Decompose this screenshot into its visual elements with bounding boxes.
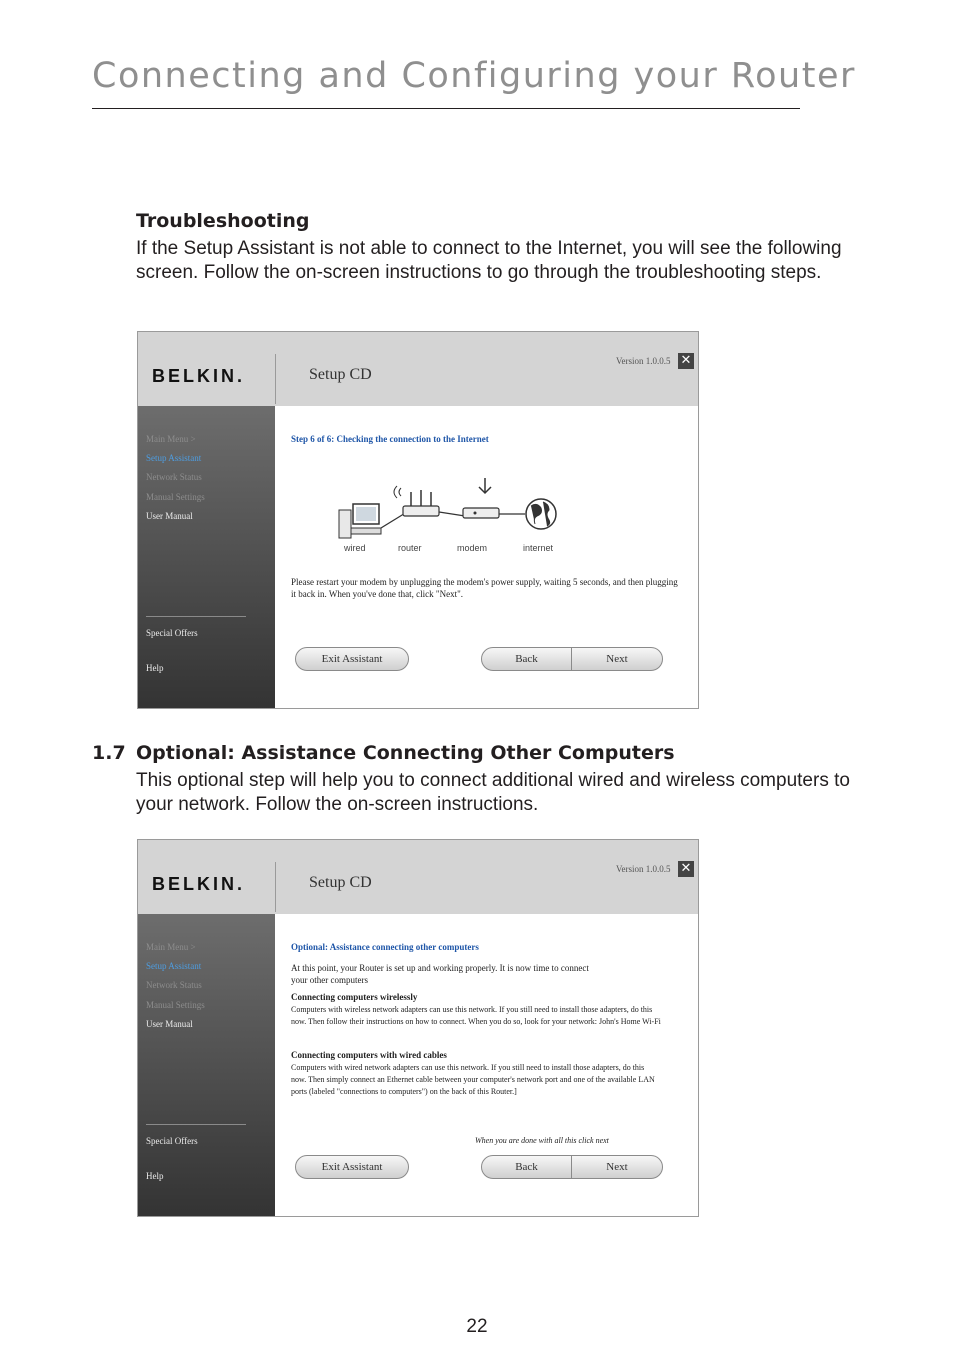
optional-body: This optional step will help you to connect additional wired and wireless computers to your network. Follow the on-screen instructions. [136, 770, 850, 815]
step-title: Step 6 of 6: Checking the connection to the Internet [291, 434, 489, 444]
step-title: Optional: Assistance connecting other computers [291, 942, 479, 952]
content-pane [275, 914, 698, 1217]
app-header [138, 332, 698, 406]
content-pane [275, 406, 698, 709]
app-title: Setup CD [309, 874, 372, 891]
globe-icon [526, 499, 556, 529]
computer-icon [339, 504, 381, 538]
modem-icon [463, 478, 499, 518]
version-label: Version 1.0.0.5 [616, 356, 671, 366]
nav-user-manual[interactable]: User Manual [146, 511, 193, 521]
sidebar [138, 406, 275, 709]
next-button[interactable]: Next [606, 653, 628, 665]
sidebar [138, 914, 275, 1217]
nav-manual-settings[interactable]: Manual Settings [146, 1000, 205, 1010]
nav-setup-assistant[interactable]: Setup Assistant [146, 961, 202, 971]
close-icon[interactable]: ✕ [678, 353, 694, 369]
router-icon [394, 486, 439, 516]
title-rule [92, 108, 800, 109]
nav-manual-settings[interactable]: Manual Settings [146, 492, 205, 502]
nav-help[interactable]: Help [146, 663, 164, 673]
sidebar-divider [146, 1124, 246, 1125]
sidebar-divider [146, 616, 246, 617]
nav-main-menu[interactable]: Main Menu > [146, 942, 196, 952]
nav-user-manual[interactable]: User Manual [146, 1019, 193, 1029]
label-router: router [398, 543, 422, 553]
header-divider [275, 354, 276, 404]
page-title: Connecting and Configuring your Router [92, 56, 856, 96]
optional-heading: Optional: Assistance Connecting Other Computers [136, 742, 675, 764]
restart-instructions: Please restart your modem by unplugging the modem's power supply, waiting 5 seconds, and then plugging it back in. When you've done that, click "Next". [291, 577, 678, 599]
wired-body: Computers with wired network adapters can use this network. If you still need to install those adapters, do this now. Then simply connect an Ethernet cable between your computer's network port and one of the available LAN ports (labeled "connections to computers") on the back of this Router.] [291, 1063, 655, 1096]
nav-special-offers[interactable]: Special Offers [146, 628, 198, 638]
belkin-logo: BELKIN. [152, 874, 245, 894]
label-internet: internet [523, 543, 554, 553]
close-icon[interactable]: ✕ [678, 861, 694, 877]
version-label: Version 1.0.0.5 [616, 864, 671, 874]
back-next-group [481, 647, 663, 671]
label-modem: modem [457, 543, 488, 553]
label-wired: wired [344, 543, 366, 553]
back-button[interactable]: Back [515, 653, 538, 665]
exit-assistant-button[interactable]: Exit Assistant [295, 1155, 409, 1179]
section-number: 1.7 [92, 742, 126, 764]
back-next-group [481, 1155, 663, 1179]
page-number: 22 [466, 1316, 488, 1337]
app-header [138, 840, 698, 914]
troubleshooting-body: If the Setup Assistant is not able to connect to the Internet, you will see the following screen. Follow the on-screen instructions to go through the troubleshooting steps. [136, 238, 842, 283]
wired-heading: Connecting computers with wired cables [291, 1050, 447, 1060]
setup-screenshot-optional [137, 839, 699, 1217]
header-divider [275, 862, 276, 912]
done-note: When you are done with all this click next [475, 1136, 609, 1145]
nav-special-offers[interactable]: Special Offers [146, 1136, 198, 1146]
wireless-body: Computers with wireless network adapters can use this network. If you still need to install those adapters, do this now. Then follow their instructions on how to connect. When you do so, look for your network: John's Home Wi-Fi [291, 1005, 661, 1026]
next-button[interactable]: Next [606, 1161, 628, 1173]
belkin-logo: BELKIN. [152, 366, 245, 386]
exit-assistant-button[interactable]: Exit Assistant [295, 647, 409, 671]
nav-help[interactable]: Help [146, 1171, 164, 1181]
setup-screenshot-troubleshooting [137, 331, 699, 709]
nav-setup-assistant[interactable]: Setup Assistant [146, 453, 202, 463]
app-title: Setup CD [309, 366, 372, 383]
intro-text: At this point, your Router is set up and working properly. It is now time to connect your other computers [291, 963, 589, 985]
nav-main-menu[interactable]: Main Menu > [146, 434, 196, 444]
troubleshooting-heading: Troubleshooting [136, 210, 310, 232]
back-button[interactable]: Back [515, 1161, 538, 1173]
nav-network-status[interactable]: Network Status [146, 980, 202, 990]
nav-network-status[interactable]: Network Status [146, 472, 202, 482]
wireless-heading: Connecting computers wirelessly [291, 992, 418, 1002]
